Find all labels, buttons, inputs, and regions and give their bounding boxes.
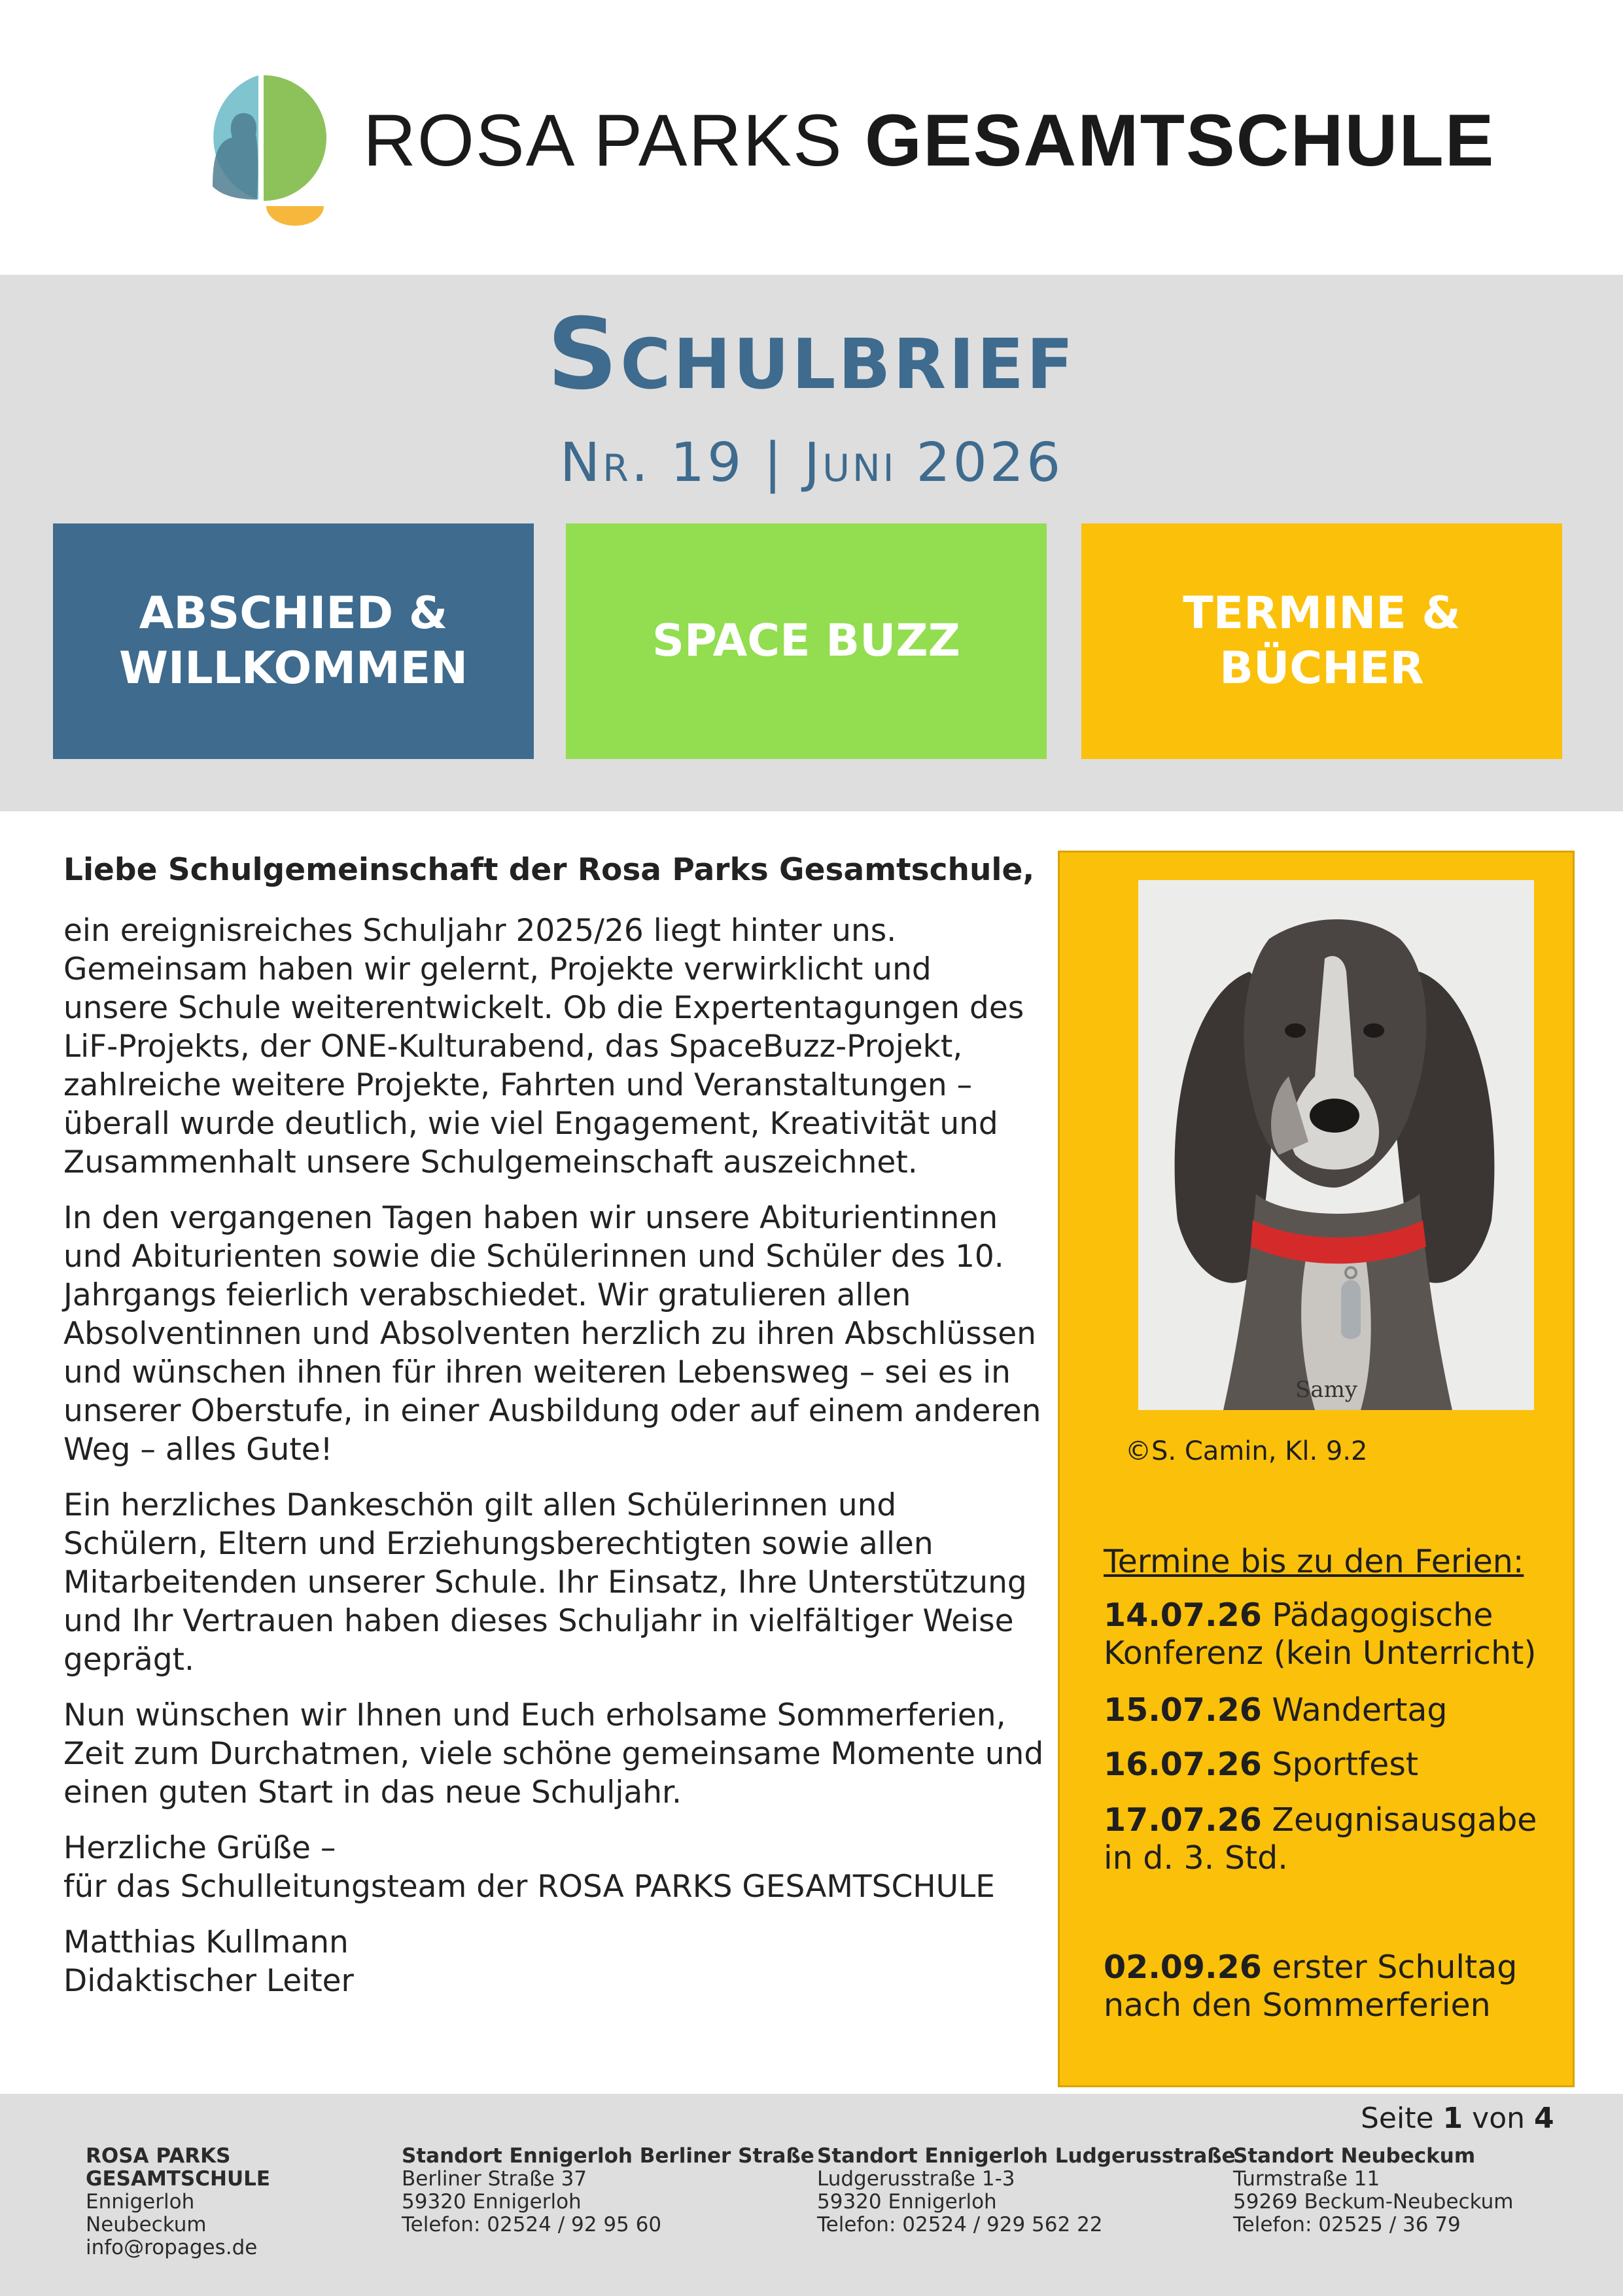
footer-email-link[interactable]: info@ropages.de: [86, 2236, 258, 2259]
letter-body: [63, 851, 1045, 2017]
tile-termine-buecher[interactable]: [1081, 523, 1562, 759]
date-entry: [1104, 1949, 1562, 2024]
dates-heading: Termine bis zu den Ferien:: [1104, 1543, 1524, 1580]
tile-label-line2: BÜCHER: [1219, 643, 1424, 694]
image-credit: ©S. Camin, Kl. 9.2: [1125, 1436, 1368, 1466]
closing-line-2: für das Schulleitungsteam der ROSA PARKS GESAMTSCHULE: [63, 1869, 995, 1905]
letter-salutation: Liebe Schulgemeinschaft der Rosa Parks Gesamtschule,: [63, 852, 1035, 888]
footer-line: Neubeckum: [86, 2213, 207, 2236]
page-mid: von: [1472, 2102, 1526, 2135]
date-text: Wandertag: [1272, 1691, 1448, 1729]
date-value: 14.07.26: [1104, 1597, 1262, 1634]
letter-paragraph: ein ereignisreiches Schuljahr 2025/26 liegt hinter uns. Gemeinsam haben wir gelernt, Projekte verwirklicht und unsere Schule weiterentwickelt. Ob die Expertentagungen des LiF-Projekts, der ONE-Kulturabend, das SpaceBuzz-Projekt, zahlreiche weitere Projekte, Fahrten und Veranstaltungen – überall wurde deutlich, wie viel Engagement, Kreativität und Zusammenhalt unsere Schulgemeinschaft auszeichnet.: [63, 913, 1024, 1180]
date-text: Pädagogische Konferenz (kein Unterricht): [1104, 1597, 1537, 1672]
footer-line: 59320 Ennigerloh: [817, 2190, 997, 2214]
school-name-light: ROSA PARKS: [363, 99, 843, 181]
footer-column-school: [86, 2145, 270, 2259]
tile-label-line2: WILLKOMMEN: [118, 643, 468, 694]
footer-line: Ennigerloh: [86, 2190, 195, 2214]
date-text: erster Schultag nach den Sommerferien: [1104, 1949, 1518, 2024]
date-entry: [1104, 1746, 1562, 1784]
tile-abschied-willkommen[interactable]: [53, 523, 534, 759]
tile-label-line1: ABSCHIED &: [139, 588, 448, 639]
date-value: 16.07.26: [1104, 1746, 1262, 1783]
footer-line: Berliner Straße 37: [402, 2167, 587, 2191]
painting-signature: Samy: [1295, 1377, 1358, 1403]
footer-heading: Standort Ennigerloh Ludgerusstraße: [817, 2144, 1236, 2168]
footer-line: Telefon: 02524 / 92 95 60: [402, 2213, 662, 2236]
tile-label-line1: TERMINE &: [1183, 588, 1461, 639]
tile-label-line1: SPACE BUZZ: [652, 615, 960, 667]
footer-line: 59269 Beckum-Neubeckum: [1233, 2190, 1514, 2214]
signer-role: Didaktischer Leiter: [63, 1963, 354, 1999]
footer-line: 59320 Ennigerloh: [402, 2190, 582, 2214]
letter-closing: [63, 1829, 1045, 1906]
school-name-bold: GESAMTSCHULE: [864, 99, 1495, 181]
date-entry: [1104, 1691, 1562, 1729]
footer-line: Telefon: 02524 / 929 562 22: [817, 2213, 1103, 2236]
tile-space-buzz[interactable]: [566, 523, 1047, 759]
school-name: [363, 98, 1495, 183]
date-entry: [1104, 1597, 1562, 1672]
date-text: Sportfest: [1272, 1746, 1419, 1783]
school-logo-icon: [193, 75, 330, 226]
footer-line: Ludgerusstraße 1-3: [817, 2167, 1015, 2191]
footer-heading: ROSA PARKS: [86, 2144, 231, 2168]
footer-heading: GESAMTSCHULE: [86, 2167, 271, 2191]
date-value: 17.07.26: [1104, 1801, 1262, 1839]
footer-heading: Standort Ennigerloh Berliner Straße: [402, 2144, 814, 2168]
signer-name: Matthias Kullmann: [63, 1924, 349, 1960]
letter-paragraph: Nun wünschen wir Ihnen und Euch erholsame Sommerferien, Zeit zum Durchatmen, viele schöne gemeinsame Momente und einen guten Start in das neue Schuljahr.: [63, 1697, 1044, 1810]
date-entry: [1104, 1801, 1562, 1877]
footer-heading: Standort Neubeckum: [1233, 2144, 1476, 2168]
date-value: 02.09.26: [1104, 1949, 1262, 1986]
dog-painting-icon: [1138, 880, 1534, 1410]
page-current: 1: [1442, 2102, 1463, 2135]
closing-line-1: Herzliche Grüße –: [63, 1830, 336, 1866]
page-number: [1361, 2102, 1554, 2135]
issue-number: Nr. 19 | Juni 2026: [559, 432, 1064, 494]
newsletter-title: Schulbrief: [547, 298, 1076, 412]
footer-column-neubeckum: [1233, 2145, 1513, 2236]
page-total: 4: [1534, 2102, 1554, 2135]
date-text: Zeugnisausgabe in d. 3. Std.: [1104, 1801, 1537, 1877]
footer-column-berliner: [402, 2145, 814, 2236]
footer-column-ludgerus: [817, 2145, 1236, 2236]
footer-line: Turmstraße 11: [1233, 2167, 1380, 2191]
date-value: 15.07.26: [1104, 1691, 1262, 1729]
letter-paragraph: Ein herzliches Dankeschön gilt allen Schülerinnen und Schülern, Eltern und Erziehungsberechtigten sowie allen Mitarbeitenden unserer Schule. Ihr Einsatz, Ihre Unterstützung und Ihr Vertrauen haben dieses Schuljahr in vielfältiger Weise geprägt.: [63, 1487, 1027, 1678]
letter-signature: [63, 1923, 1045, 2000]
letter-paragraph: In den vergangenen Tagen haben wir unsere Abiturientinnen und Abiturienten sowie die Schülerinnen und Schüler des 10. Jahrgangs feierlich verabschiedet. Wir gratulieren allen Absolventinnen und Absolventen herzlich zu ihren Abschlüssen und wünschen ihnen für ihren weiteren Lebensweg – sei es in unserer Oberstufe, in einer Ausbildung oder auf einem anderen Weg – alles Gute!: [63, 1200, 1041, 1468]
page-prefix: Seite: [1361, 2102, 1434, 2135]
footer-line: Telefon: 02525 / 36 79: [1233, 2213, 1461, 2236]
